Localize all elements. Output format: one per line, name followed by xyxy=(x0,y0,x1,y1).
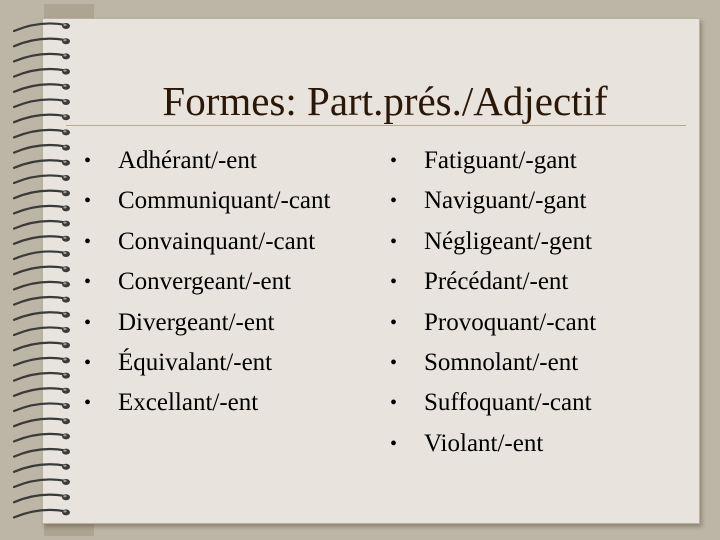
spiral-ring xyxy=(14,38,70,46)
list-item xyxy=(84,262,330,302)
spiral-ring xyxy=(14,114,70,122)
spiral-ring xyxy=(14,84,70,92)
bullet-icon: • xyxy=(390,271,398,294)
spiral-ring xyxy=(14,388,70,396)
list-item xyxy=(390,262,596,302)
spiral-ring xyxy=(14,205,70,213)
bullet-icon: • xyxy=(390,392,398,415)
list-item xyxy=(390,222,596,262)
list-item xyxy=(84,181,330,221)
slide-title: Formes: Part.prés./Adjectif xyxy=(162,78,608,125)
list-item-text: Convergeant/-ent xyxy=(118,268,292,296)
bullet-icon: • xyxy=(84,230,92,253)
list-item-text: Somnolant/-ent xyxy=(424,349,579,377)
right-bullet-list xyxy=(390,141,596,464)
spiral-ring xyxy=(14,357,70,365)
spiral-ring xyxy=(14,69,70,77)
list-item-text: Divergeant/-ent xyxy=(118,308,275,336)
list-item-text: Précédant/-ent xyxy=(424,268,569,296)
list-item-text: Convainquant/-cant xyxy=(118,227,316,255)
list-item xyxy=(390,343,596,383)
bullet-icon: • xyxy=(390,352,398,375)
list-item-text: Fatiguant/-gant xyxy=(424,147,577,174)
spiral-ring xyxy=(14,23,70,31)
spiral-ring xyxy=(14,479,70,487)
spiral-ring xyxy=(14,190,70,198)
list-item-text: Adhérant/-ent xyxy=(118,147,257,174)
spiral-ring xyxy=(14,509,70,517)
list-item-text: Excellant/-ent xyxy=(118,389,259,417)
spiral-ring xyxy=(14,342,70,350)
list-item-text: Naviguant/-gant xyxy=(424,187,587,215)
spiral-ring xyxy=(14,403,70,411)
spiral-ring xyxy=(14,251,70,259)
spiral-ring xyxy=(14,433,70,441)
spiral-ring xyxy=(14,449,70,457)
spiral-ring xyxy=(14,129,70,137)
list-item-text: Communiquant/-cant xyxy=(118,187,331,215)
spiral-ring xyxy=(14,418,70,426)
list-item-text: Provoquant/-cant xyxy=(424,308,597,336)
list-item xyxy=(84,141,330,181)
list-item xyxy=(390,383,596,423)
list-item-text: Négligeant/-gent xyxy=(424,227,592,255)
left-bullet-list xyxy=(84,141,330,424)
spiral-ring xyxy=(14,99,70,107)
list-item xyxy=(84,383,330,423)
spiral-ring xyxy=(14,312,70,320)
spiral-ring xyxy=(14,281,70,289)
spiral-ring xyxy=(14,160,70,168)
spiral-ring xyxy=(14,221,70,229)
list-item-text: Violant/-ent xyxy=(424,429,544,457)
bullet-icon: • xyxy=(84,150,92,172)
bullet-icon: • xyxy=(390,230,398,253)
spiral-ring xyxy=(14,145,70,153)
spiral-ring xyxy=(14,236,70,244)
list-item-text: Équivalant/-ent xyxy=(118,349,273,377)
list-item xyxy=(84,343,330,383)
list-item xyxy=(84,222,330,262)
bullet-icon: • xyxy=(84,190,92,213)
list-item xyxy=(84,303,330,343)
title-divider xyxy=(66,125,686,126)
bullet-icon: • xyxy=(84,352,92,375)
bullet-icon: • xyxy=(84,311,92,334)
bullet-icon: • xyxy=(390,190,398,213)
bullet-icon: • xyxy=(390,311,398,334)
spiral-ring xyxy=(14,494,70,502)
bullet-icon: • xyxy=(390,150,398,172)
list-item xyxy=(390,424,596,464)
bullet-icon: • xyxy=(84,392,92,415)
spiral-ring xyxy=(14,373,70,381)
list-item xyxy=(390,181,596,221)
bullet-icon: • xyxy=(390,432,398,455)
list-item xyxy=(390,303,596,343)
spiral-ring xyxy=(14,175,70,183)
spiral-ring xyxy=(14,266,70,274)
list-item-text: Suffoquant/-cant xyxy=(424,389,592,417)
spiral-ring xyxy=(14,464,70,472)
spiral-ring xyxy=(14,53,70,61)
list-item xyxy=(390,141,596,181)
spiral-ring xyxy=(14,297,70,305)
spiral-ring xyxy=(14,327,70,335)
bullet-icon: • xyxy=(84,271,92,294)
